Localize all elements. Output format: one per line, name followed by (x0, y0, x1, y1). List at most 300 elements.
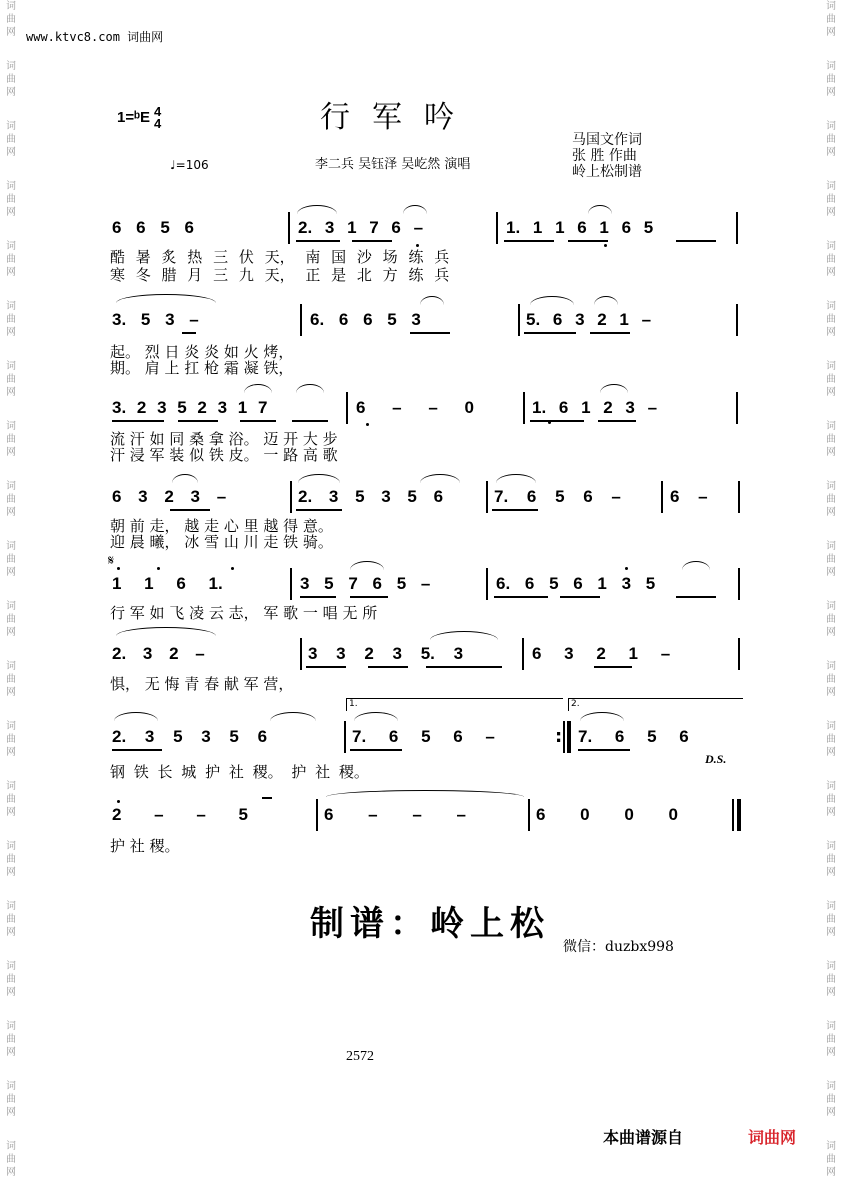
underline (368, 666, 408, 668)
tie (326, 790, 524, 797)
barline (486, 568, 488, 600)
underline (240, 420, 276, 422)
barline (290, 481, 292, 513)
watermark-glyph: 曲 (6, 374, 16, 385)
watermark-glyphs (3, 960, 19, 999)
watermark-glyph: 词 (826, 1141, 836, 1152)
slur (430, 631, 498, 640)
barline (528, 799, 530, 831)
barline (300, 638, 302, 670)
watermark-glyph: 词 (826, 661, 836, 672)
watermark-glyph: 网 (826, 867, 836, 878)
watermark-glyphs (823, 240, 839, 279)
watermark-glyph: 词 (826, 1, 836, 12)
slur (403, 205, 427, 214)
slur (270, 712, 316, 721)
measure: 6 – – 0 (356, 398, 474, 417)
underline (494, 596, 548, 598)
watermark-glyphs (3, 1140, 19, 1179)
volta-2: 2. (568, 698, 743, 711)
watermark-glyph: 网 (826, 927, 836, 938)
watermark-glyph: 词 (6, 961, 16, 972)
measure: 1 1 6 1. (112, 574, 223, 593)
watermark-glyph: 词 (6, 661, 16, 672)
octave-dot (157, 567, 160, 570)
watermark-glyph: 网 (826, 267, 836, 278)
watermark-glyph: 曲 (6, 14, 16, 25)
lyric-line: 惧， 无 悔 青 春 献 军 营， (110, 675, 294, 693)
barline (563, 721, 565, 753)
watermark-glyph: 网 (826, 327, 836, 338)
watermark-glyphs (823, 600, 839, 639)
credits (572, 132, 642, 180)
watermark-glyph: 曲 (826, 14, 836, 25)
watermark-glyph: 网 (6, 387, 16, 398)
watermark-glyphs (3, 600, 19, 639)
barline (738, 481, 740, 513)
underline (306, 666, 346, 668)
watermark-glyphs (3, 720, 19, 759)
watermark-glyph: 曲 (826, 974, 836, 985)
watermark-glyph: 网 (6, 327, 16, 338)
barline (736, 392, 738, 424)
watermark-glyph: 词 (6, 1141, 16, 1152)
watermark-glyph: 词 (826, 361, 836, 372)
watermark-glyphs (823, 720, 839, 759)
measure: 6 – (670, 487, 708, 506)
brand-logo[interactable]: 词曲网 (748, 1128, 797, 1147)
octave-dot (625, 567, 628, 570)
watermark-glyph: 曲 (826, 1094, 836, 1105)
underline (578, 749, 630, 751)
watermark-glyphs (3, 660, 19, 699)
barline (290, 568, 292, 600)
watermark-glyph: 曲 (826, 254, 836, 265)
watermark-glyph: 曲 (826, 434, 836, 445)
underline (594, 666, 632, 668)
barline (523, 392, 525, 424)
watermark-glyph: 词 (826, 421, 836, 432)
watermark-glyph: 曲 (6, 974, 16, 985)
watermark-glyph: 网 (6, 1047, 16, 1058)
lyric-line: 汗 浸 军 装 似 铁 皮。 一 路 高 歌 (110, 446, 338, 464)
underline (676, 596, 716, 598)
watermark-glyphs (3, 480, 19, 519)
underline (170, 509, 210, 511)
watermark-glyph: 网 (6, 267, 16, 278)
watermark-glyph: 曲 (6, 314, 16, 325)
key-signature: 1=ᵇE 4 4 (117, 104, 162, 131)
watermark-glyph: 词 (826, 181, 836, 192)
watermark-glyph: 曲 (826, 674, 836, 685)
barline (486, 481, 488, 513)
watermark-glyph: 词 (6, 361, 16, 372)
watermark-glyph: 曲 (6, 254, 16, 265)
watermark-glyphs (3, 1020, 19, 1059)
barline (661, 481, 663, 513)
measure: 1. 1 1 6 1 6 5 (506, 218, 654, 237)
watermark-glyph: 词 (6, 481, 16, 492)
watermark-glyph: 词 (6, 781, 16, 792)
watermark-glyph: 网 (826, 567, 836, 578)
barline (738, 638, 740, 670)
measure: 2. 3 1 7 6 – (298, 218, 424, 237)
watermark-glyph: 网 (826, 687, 836, 698)
slur (296, 384, 324, 393)
watermark-glyph: 曲 (6, 914, 16, 925)
watermark-glyph: 网 (826, 207, 836, 218)
underline (262, 797, 272, 799)
watermark-glyphs (823, 1020, 839, 1059)
watermark-glyph: 曲 (826, 374, 836, 385)
underline (112, 420, 164, 422)
watermark-glyph: 网 (826, 87, 836, 98)
watermark-glyph: 词 (826, 541, 836, 552)
watermark-glyph: 网 (826, 627, 836, 638)
watermark-glyph: 网 (826, 747, 836, 758)
watermark-glyph: 曲 (826, 1154, 836, 1165)
underline (560, 596, 600, 598)
measure: 1. 6 1 2 3 – (532, 398, 658, 417)
lyric-line: 寒 冬 腊 月 三 九 天， 正 是 北 方 练 兵 (110, 266, 450, 284)
underline (568, 240, 608, 242)
final-barline (732, 799, 734, 831)
measure: 6 6 5 6 (112, 218, 194, 237)
watermark-glyph: 网 (826, 987, 836, 998)
watermark-glyph: 网 (6, 807, 16, 818)
watermark-glyphs (3, 420, 19, 459)
watermark-glyphs (823, 420, 839, 459)
watermark-glyph: 词 (6, 181, 16, 192)
segno-sign: 𝄋 (108, 553, 115, 569)
watermark-glyphs (3, 240, 19, 279)
watermark-glyph: 曲 (6, 194, 16, 205)
singers: 李二兵 吴钰泽 吴屹然 演唱 (315, 157, 471, 172)
wechat-id: 微信：duzbx998 (563, 939, 674, 955)
watermark-glyph: 网 (6, 927, 16, 938)
page-number: 2572 (346, 1049, 374, 1064)
lyric-line: 钢 铁 长 城 护 社 稷。 护 社 稷。 (110, 763, 369, 781)
watermark-glyph: 词 (6, 61, 16, 72)
barline (344, 721, 346, 753)
watermark-glyph: 网 (826, 387, 836, 398)
source-label: 本曲谱源自 (603, 1128, 684, 1147)
watermark-glyph: 网 (826, 1047, 836, 1058)
watermark-glyphs (823, 900, 839, 939)
slur (580, 712, 624, 721)
octave-dot (548, 421, 551, 424)
slur (420, 296, 444, 305)
watermark-glyph: 网 (826, 1167, 836, 1178)
watermark-glyph: 词 (826, 481, 836, 492)
underline (350, 749, 402, 751)
watermark-glyph: 词 (6, 901, 16, 912)
slur (354, 712, 398, 721)
watermark-glyph: 词 (826, 961, 836, 972)
watermark-glyphs (823, 960, 839, 999)
lyricist: 马国文作词 (572, 132, 642, 148)
watermark-glyph: 曲 (6, 614, 16, 625)
watermark-glyphs (3, 300, 19, 339)
watermark-glyph: 曲 (6, 1154, 16, 1165)
slur (350, 561, 384, 570)
signature: 制谱：岭上松 (310, 904, 550, 944)
watermark-glyph: 词 (6, 721, 16, 732)
watermark-glyph: 网 (826, 507, 836, 518)
watermark-glyph: 词 (826, 241, 836, 252)
watermark-glyph: 词 (826, 121, 836, 132)
watermark-glyph: 曲 (6, 854, 16, 865)
watermark-glyph: 词 (826, 841, 836, 852)
watermark-glyph: 网 (826, 1107, 836, 1118)
time-signature: 4 4 (153, 104, 162, 131)
watermark-glyph: 网 (6, 1167, 16, 1178)
watermark-glyphs (3, 120, 19, 159)
barline (496, 212, 498, 244)
watermark-glyphs (3, 180, 19, 219)
watermark-glyph: 曲 (6, 1034, 16, 1045)
lyric-line: 酷 暑 炙 热 三 伏 天， 南 国 沙 场 练 兵 (110, 248, 450, 266)
watermark-glyph: 词 (6, 241, 16, 252)
measure: 6 – – – (324, 805, 466, 824)
slur (116, 627, 216, 636)
underline (492, 509, 538, 511)
watermark-glyph: 曲 (826, 494, 836, 505)
watermark-glyph: 词 (826, 1021, 836, 1032)
watermark-glyphs (823, 660, 839, 699)
slur (244, 384, 272, 393)
watermark-glyphs (3, 540, 19, 579)
watermark-glyph: 曲 (826, 314, 836, 325)
barline (346, 392, 348, 424)
measure: 2. 3 5 3 5 6 (298, 487, 444, 506)
watermark-glyph: 曲 (6, 434, 16, 445)
slur (682, 561, 710, 570)
watermark-glyph: 词 (6, 1021, 16, 1032)
slur (530, 296, 574, 305)
slur (114, 712, 158, 721)
barline (567, 721, 571, 753)
measure: 3. 2 3 5 2 3 1 7 (112, 398, 268, 417)
slur (420, 474, 460, 483)
watermark-glyph: 曲 (6, 494, 16, 505)
underline (296, 509, 342, 511)
measure: 3 5 7 6 5 – (300, 574, 431, 593)
octave-dot (416, 244, 419, 247)
watermark-glyph: 曲 (826, 74, 836, 85)
barline (736, 304, 738, 336)
slur (496, 474, 536, 483)
watermark-glyph: 曲 (826, 194, 836, 205)
measure: 6 3 2 1 – (532, 644, 671, 663)
measure: 7. 6 5 6 (578, 727, 689, 746)
measure: 5. 6 3 2 1 – (526, 310, 652, 329)
watermark-glyph: 曲 (6, 794, 16, 805)
lyric-line: 期。 肩 上 扛 枪 霜 凝 铁， (110, 359, 294, 377)
underline (300, 596, 336, 598)
underline (178, 420, 218, 422)
watermark-glyphs (3, 60, 19, 99)
watermark-glyph: 词 (826, 301, 836, 312)
watermark-glyph: 曲 (826, 734, 836, 745)
watermark-glyph: 曲 (826, 134, 836, 145)
lyric-line: 护 社 稷。 (110, 837, 180, 855)
watermark-glyphs (3, 0, 19, 39)
watermark-glyph: 曲 (826, 914, 836, 925)
watermark-glyph: 曲 (826, 1034, 836, 1045)
measure: 2. 3 2 – (112, 644, 205, 663)
underline (676, 240, 716, 242)
watermark-glyph: 网 (6, 207, 16, 218)
watermark-glyph: 词 (826, 901, 836, 912)
underline (590, 332, 630, 334)
watermark-glyph: 曲 (826, 554, 836, 565)
watermark-glyph: 网 (6, 867, 16, 878)
lyric-line: 行 军 如 飞 凌 云 志， 军 歌 一 唱 无 所 (110, 604, 378, 622)
underline (182, 332, 196, 334)
watermark-glyphs (3, 840, 19, 879)
tempo-mark: ♩=106 (170, 158, 209, 172)
watermark-glyph: 曲 (826, 794, 836, 805)
watermark-glyphs (823, 480, 839, 519)
underline (350, 596, 388, 598)
measure: 7. 6 5 6 – (494, 487, 621, 506)
watermark-glyph: 词 (6, 301, 16, 312)
watermark-glyph: 曲 (6, 74, 16, 85)
site-url[interactable]: www.ktvc8.com 词曲网 (26, 30, 164, 44)
octave-dot (117, 800, 120, 803)
watermark-glyph: 网 (6, 87, 16, 98)
watermark-glyph: 网 (6, 567, 16, 578)
barline (300, 304, 302, 336)
volta-1: 1. (346, 698, 563, 711)
octave-dot (604, 244, 607, 247)
watermark-glyph: 词 (6, 421, 16, 432)
slur (600, 384, 628, 393)
watermark-glyph: 网 (6, 147, 16, 158)
watermark-glyph: 词 (826, 601, 836, 612)
measure: 7. 6 5 6 – (352, 727, 495, 746)
slur (116, 294, 216, 303)
measure: 6 0 0 0 (536, 805, 678, 824)
watermark-glyph: 曲 (6, 134, 16, 145)
measure: 6. 6 5 6 1 3 5 (496, 574, 656, 593)
slur (298, 474, 340, 483)
measure: 2 – – 5 (112, 805, 248, 824)
underline (530, 420, 584, 422)
lyric-line: 朝 前 走， 越 走 心 里 越 得 意。 (110, 517, 333, 535)
watermark-glyph: 曲 (6, 734, 16, 745)
octave-dot (366, 423, 369, 426)
watermark-glyphs (823, 840, 839, 879)
underline (504, 240, 554, 242)
watermark-glyph: 词 (6, 841, 16, 852)
watermark-glyph: 网 (826, 27, 836, 38)
watermark-glyph: 曲 (826, 614, 836, 625)
watermark-glyphs (3, 360, 19, 399)
watermark-glyphs (823, 360, 839, 399)
watermark-glyph: 网 (6, 987, 16, 998)
watermark-glyphs (823, 1080, 839, 1119)
watermark-glyph: 网 (6, 507, 16, 518)
ds-mark: D.S. (705, 752, 727, 766)
watermark-glyphs (823, 540, 839, 579)
watermark-glyphs (823, 300, 839, 339)
watermark-glyphs (3, 780, 19, 819)
watermark-glyph: 词 (6, 121, 16, 132)
slur (588, 205, 612, 214)
lyric-line: 起。 烈 日 炎 炎 如 火 烤， (110, 343, 294, 361)
watermark-glyphs (823, 60, 839, 99)
barline (736, 212, 738, 244)
barline (518, 304, 520, 336)
arranger: 岭上松制谱 (572, 164, 642, 180)
watermark-glyph: 曲 (6, 1094, 16, 1105)
underline (410, 332, 450, 334)
underline (598, 420, 636, 422)
slur (172, 474, 198, 483)
watermark-glyph: 词 (6, 1081, 16, 1092)
watermark-glyph: 网 (6, 447, 16, 458)
watermark-glyph: 网 (826, 807, 836, 818)
watermark-glyph: 曲 (826, 854, 836, 865)
watermark-glyphs (823, 180, 839, 219)
measure: 3 3 2 3 5. 3 (308, 644, 464, 663)
measure: 2. 3 5 3 5 6 (112, 727, 268, 746)
measure: 6. 6 6 5 3 (310, 310, 421, 329)
watermark-glyphs (823, 780, 839, 819)
underline (352, 240, 392, 242)
watermark-glyphs (823, 0, 839, 39)
watermark-glyph: 词 (6, 541, 16, 552)
measure: 3. 5 3 – (112, 310, 199, 329)
watermark-glyph: 网 (6, 627, 16, 638)
slur (594, 296, 618, 305)
watermark-glyphs (3, 1080, 19, 1119)
watermark-glyphs (823, 1140, 839, 1179)
watermark-glyph: 网 (826, 147, 836, 158)
watermark-glyphs (823, 120, 839, 159)
watermark-glyphs (3, 900, 19, 939)
watermark-glyph: 词 (6, 601, 16, 612)
watermark-glyph: 词 (826, 781, 836, 792)
final-barline (737, 799, 741, 831)
composer: 张 胜 作曲 (572, 148, 637, 164)
measure: 6 3 2 3 – (112, 487, 227, 506)
lyric-line: 迎 晨 曦， 冰 雪 山 川 走 铁 骑。 (110, 533, 333, 551)
barline (522, 638, 524, 670)
watermark-glyph: 词 (826, 721, 836, 732)
underline (112, 749, 162, 751)
barline (288, 212, 290, 244)
watermark-glyph: 词 (826, 1081, 836, 1092)
underline (426, 666, 502, 668)
song-title: 行军吟 (320, 100, 476, 135)
watermark-glyph: 曲 (6, 554, 16, 565)
barline (738, 568, 740, 600)
watermark-glyph: 网 (6, 27, 16, 38)
underline (292, 420, 328, 422)
underline (524, 332, 576, 334)
repeat-sign: : (555, 726, 563, 747)
watermark-glyph: 网 (826, 447, 836, 458)
watermark-glyph: 网 (6, 1107, 16, 1118)
watermark-glyph: 网 (6, 747, 16, 758)
watermark-glyph: 词 (826, 61, 836, 72)
lyric-line: 流 汗 如 同 桑 拿 浴。 迈 开 大 步 (110, 430, 338, 448)
barline (316, 799, 318, 831)
watermark-glyph: 词 (6, 1, 16, 12)
